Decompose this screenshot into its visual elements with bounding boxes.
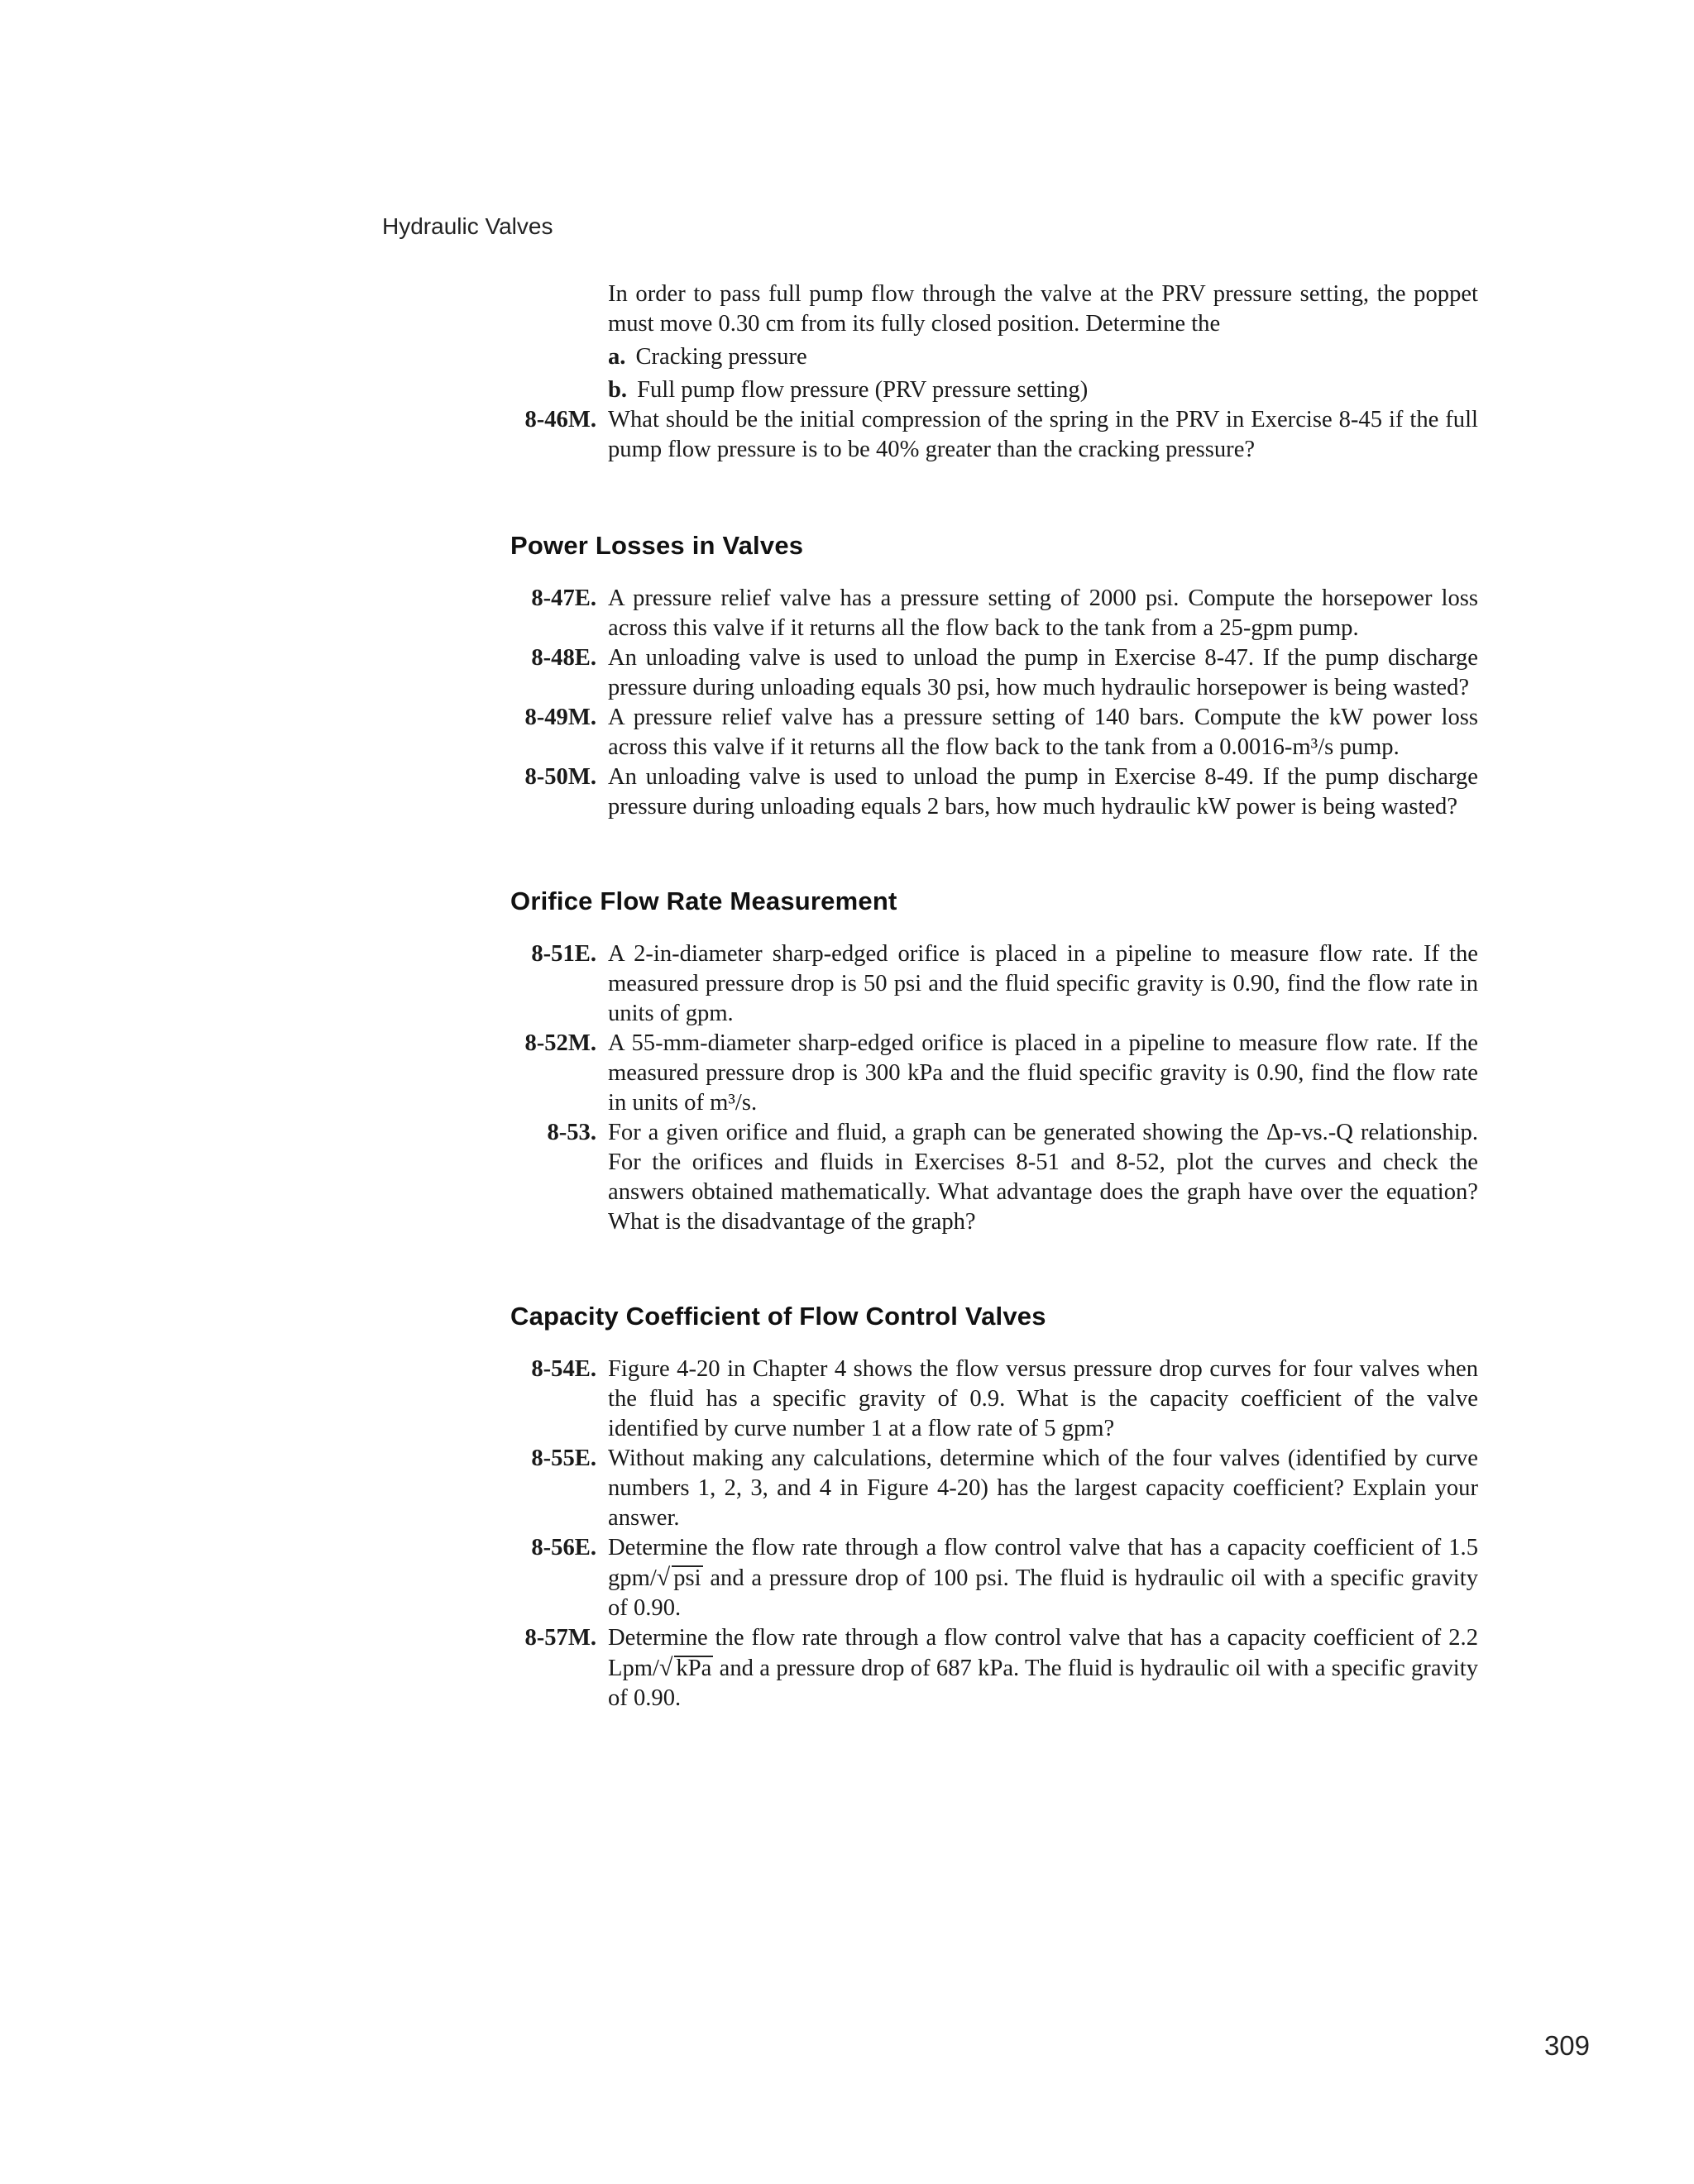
exercise-text (608, 1623, 1478, 1713)
exercise-number: 8-52M. (524, 1030, 596, 1056)
page-content (510, 280, 1478, 1713)
exercise-8-51 (510, 939, 1478, 1029)
exercise-8-50 (510, 762, 1478, 822)
square-root-icon: √ (656, 1564, 671, 1591)
exercise-8-55 (510, 1444, 1478, 1533)
exercise-text: An unloading valve is used to unload the pump in Exercise 8-47. If the pump discharge pressure during unloading equals 30 psi, how much hydraulic horsepower is being wasted? (608, 645, 1478, 700)
exercise-number: 8-54E. (531, 1356, 596, 1382)
radicand: psi (673, 1565, 701, 1591)
exercise-text: A 2-in-diameter sharp-edged orifice is placed in a pipeline to measure flow rate. If the measured pressure drop is 50 psi and the fluid specific gravity is 0.90, find the flow rate in units of gpm. (608, 941, 1478, 1026)
exercise-number: 8-46M. (524, 407, 596, 432)
item-text: Cracking pressure (635, 344, 807, 370)
exercise-8-46 (510, 405, 1478, 465)
item-label: b. (608, 377, 628, 403)
exercise-text (608, 1533, 1478, 1623)
item-text: Full pump flow pressure (PRV pressure setting) (637, 377, 1089, 403)
exercise-8-49 (510, 703, 1478, 762)
square-root-icon: √ (658, 1654, 673, 1681)
exercise-number: 8-56E. (531, 1535, 596, 1560)
exercise-text: A pressure relief valve has a pressure setting of 2000 psi. Compute the horsepower loss across this valve if it returns all the flow back to the tank from a 25-gpm pump. (608, 585, 1478, 641)
exercise-8-53 (510, 1118, 1478, 1237)
exercise-number: 8-47E. (531, 585, 596, 611)
exercise-text: For a given orifice and fluid, a graph can be generated showing the Δp-vs.-Q relationship. For the orifices and fluids in Exercises 8-51 and 8-52, plot the curves and check the answers obtained mathematically. What advantage does the graph have over the equation? What is the disadvantage of the graph? (608, 1120, 1478, 1235)
exercise-8-52 (510, 1029, 1478, 1118)
exercise-number: 8-48E. (531, 645, 596, 671)
exercise-8-54 (510, 1355, 1478, 1444)
page-number: 309 (1543, 2030, 1590, 2061)
exercise-text: What should be the initial compression of the spring in the PRV in Exercise 8-45 if the full pump flow pressure is to be 40% greater than the cracking pressure? (608, 407, 1478, 462)
exercise-text: A 55-mm-diameter sharp-edged orifice is placed in a pipeline to measure flow rate. If the measured pressure drop is 300 kPa and the fluid specific gravity is 0.90, find the flow rate in units of m³/s. (608, 1030, 1478, 1116)
list-item-b (510, 375, 1478, 405)
radicand: kPa (676, 1656, 712, 1681)
exercise-number: 8-50M. (524, 764, 596, 790)
exercise-text-post: and a pressure drop of 100 psi. The fluid is hydraulic oil with a specific gravity of 0.90. (608, 1565, 1478, 1621)
exercise-8-47 (510, 584, 1478, 643)
exercise-text-post: and a pressure drop of 687 kPa. The fluid is hydraulic oil with a specific gravity of 0.90. (608, 1656, 1478, 1711)
exercise-text-pre: Determine the flow rate through a flow control valve that has a capacity coefficient of 2.2 Lpm/ (608, 1625, 1478, 1681)
exercise-text: Figure 4-20 in Chapter 4 shows the flow versus pressure drop curves for four valves when the fluid has a specific gravity of 0.9. What is the capacity coefficient of the valve identified by curve number 1 at a flow rate of 5 gpm? (608, 1356, 1478, 1441)
exercise-number: 8-53. (547, 1120, 596, 1145)
exercise-text: A pressure relief valve has a pressure setting of 140 bars. Compute the kW power loss across this valve if it returns all the flow back to the tank from a 0.0016-m³/s pump. (608, 705, 1478, 760)
item-label: a. (608, 344, 626, 370)
running-head: Hydraulic Valves (382, 213, 553, 239)
list-item-a (510, 342, 1478, 372)
section-heading-capacity-coefficient: Capacity Coefficient of Flow Control Valves (510, 1302, 1046, 1331)
section-heading-power-losses: Power Losses in Valves (510, 531, 804, 560)
exercise-number: 8-57M. (524, 1625, 596, 1651)
section-heading-orifice-flow: Orifice Flow Rate Measurement (510, 887, 897, 915)
exercise-number: 8-55E. (531, 1446, 596, 1471)
exercise-8-56 (510, 1533, 1478, 1623)
intro-paragraph: In order to pass full pump flow through the valve at the PRV pressure setting, the poppet must move 0.30 cm from its fully closed position. Determine the (608, 281, 1478, 337)
exercise-number: 8-51E. (531, 941, 596, 967)
exercise-text: Without making any calculations, determine which of the four valves (identified by curve numbers 1, 2, 3, and 4 in Figure 4-20) has the largest capacity coefficient? Explain your answer. (608, 1446, 1478, 1531)
exercise-text-pre: Determine the flow rate through a flow control valve that has a capacity coefficient of 1.5 gpm/ (608, 1535, 1478, 1591)
exercise-text: An unloading valve is used to unload the pump in Exercise 8-49. If the pump discharge pressure during unloading equals 2 bars, how much hydraulic kW power is being wasted? (608, 764, 1478, 820)
exercise-8-57 (510, 1623, 1478, 1713)
exercise-8-48 (510, 643, 1478, 703)
exercise-number: 8-49M. (524, 705, 596, 730)
